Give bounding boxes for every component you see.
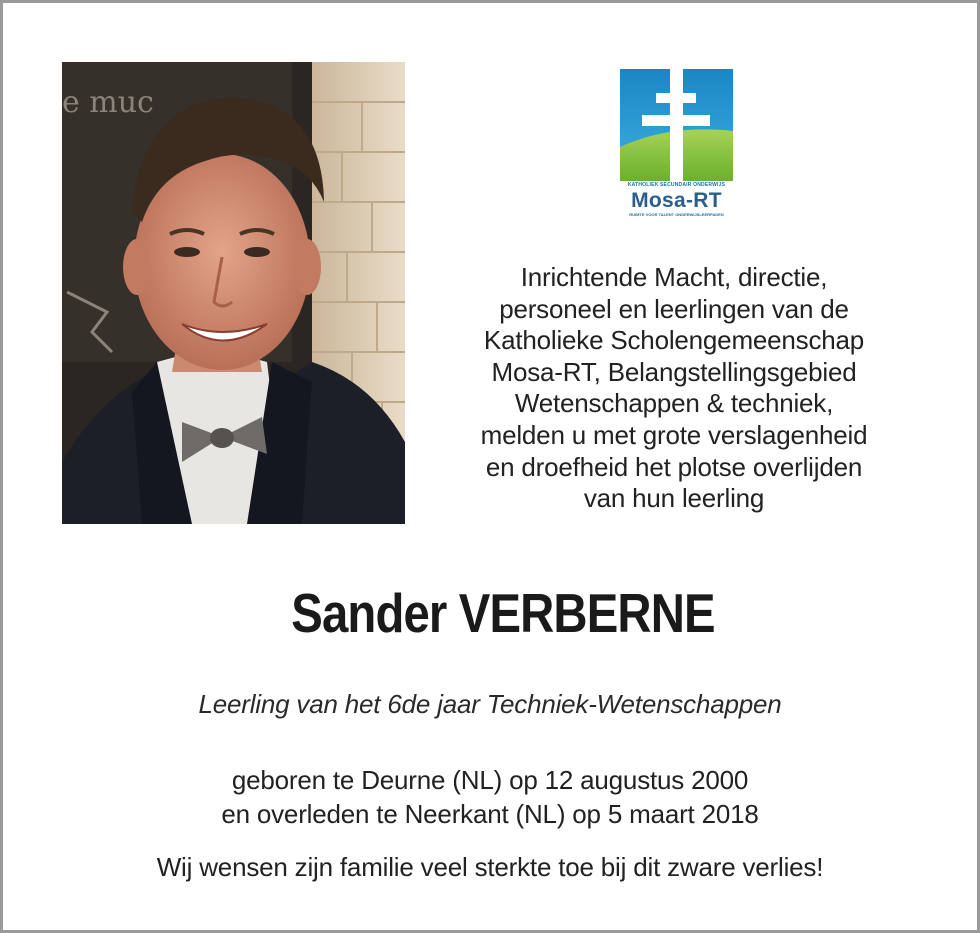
announcement-line: Wetenschappen & techniek,: [514, 388, 834, 419]
svg-text:e muc: e muc: [62, 85, 154, 120]
announcement-line: personeel en leerlingen van de: [499, 293, 849, 324]
deceased-name: Sander VERBERNE: [291, 582, 715, 644]
announcement-line: Katholieke Scholengemeenschap: [483, 325, 865, 356]
logo-top-text: KATHOLIEK SECUNDAIR ONDERWIJS: [627, 182, 726, 188]
announcement-line: van hun leerling: [583, 483, 765, 514]
announcement-line: melden u met grote verslagenheid: [480, 419, 868, 450]
birth-line: geboren te Deurne (NL) op 12 augustus 2000: [231, 765, 749, 795]
logo-name: Mosa-RT: [631, 189, 722, 212]
deceased-subtitle: Leerling van het 6de jaar Techniek-Wetenschappen: [198, 689, 782, 719]
announcement-text: [423, 262, 925, 515]
closing-message: Wij wensen zijn familie veel sterkte toe bij dit zware verlies!: [156, 852, 824, 882]
portrait-illustration: [62, 62, 405, 524]
announcement-line: en droefheid het plotse overlijden: [485, 451, 863, 482]
logo-sub-text: RUIMTE VOOR TALENT ONDERWIJSLEERPADEN: [629, 212, 724, 217]
cross-logo-icon: [620, 69, 733, 181]
portrait-photo: [62, 62, 405, 524]
life-dates: [3, 763, 977, 831]
announcement-line: Inrichtende Macht, directie,: [520, 262, 828, 292]
school-logo: [620, 69, 733, 220]
death-line: en overleden te Neerkant (NL) op 5 maart 2018: [221, 799, 759, 829]
announcement-line: Mosa-RT, Belangstellingsgebied: [491, 356, 857, 387]
